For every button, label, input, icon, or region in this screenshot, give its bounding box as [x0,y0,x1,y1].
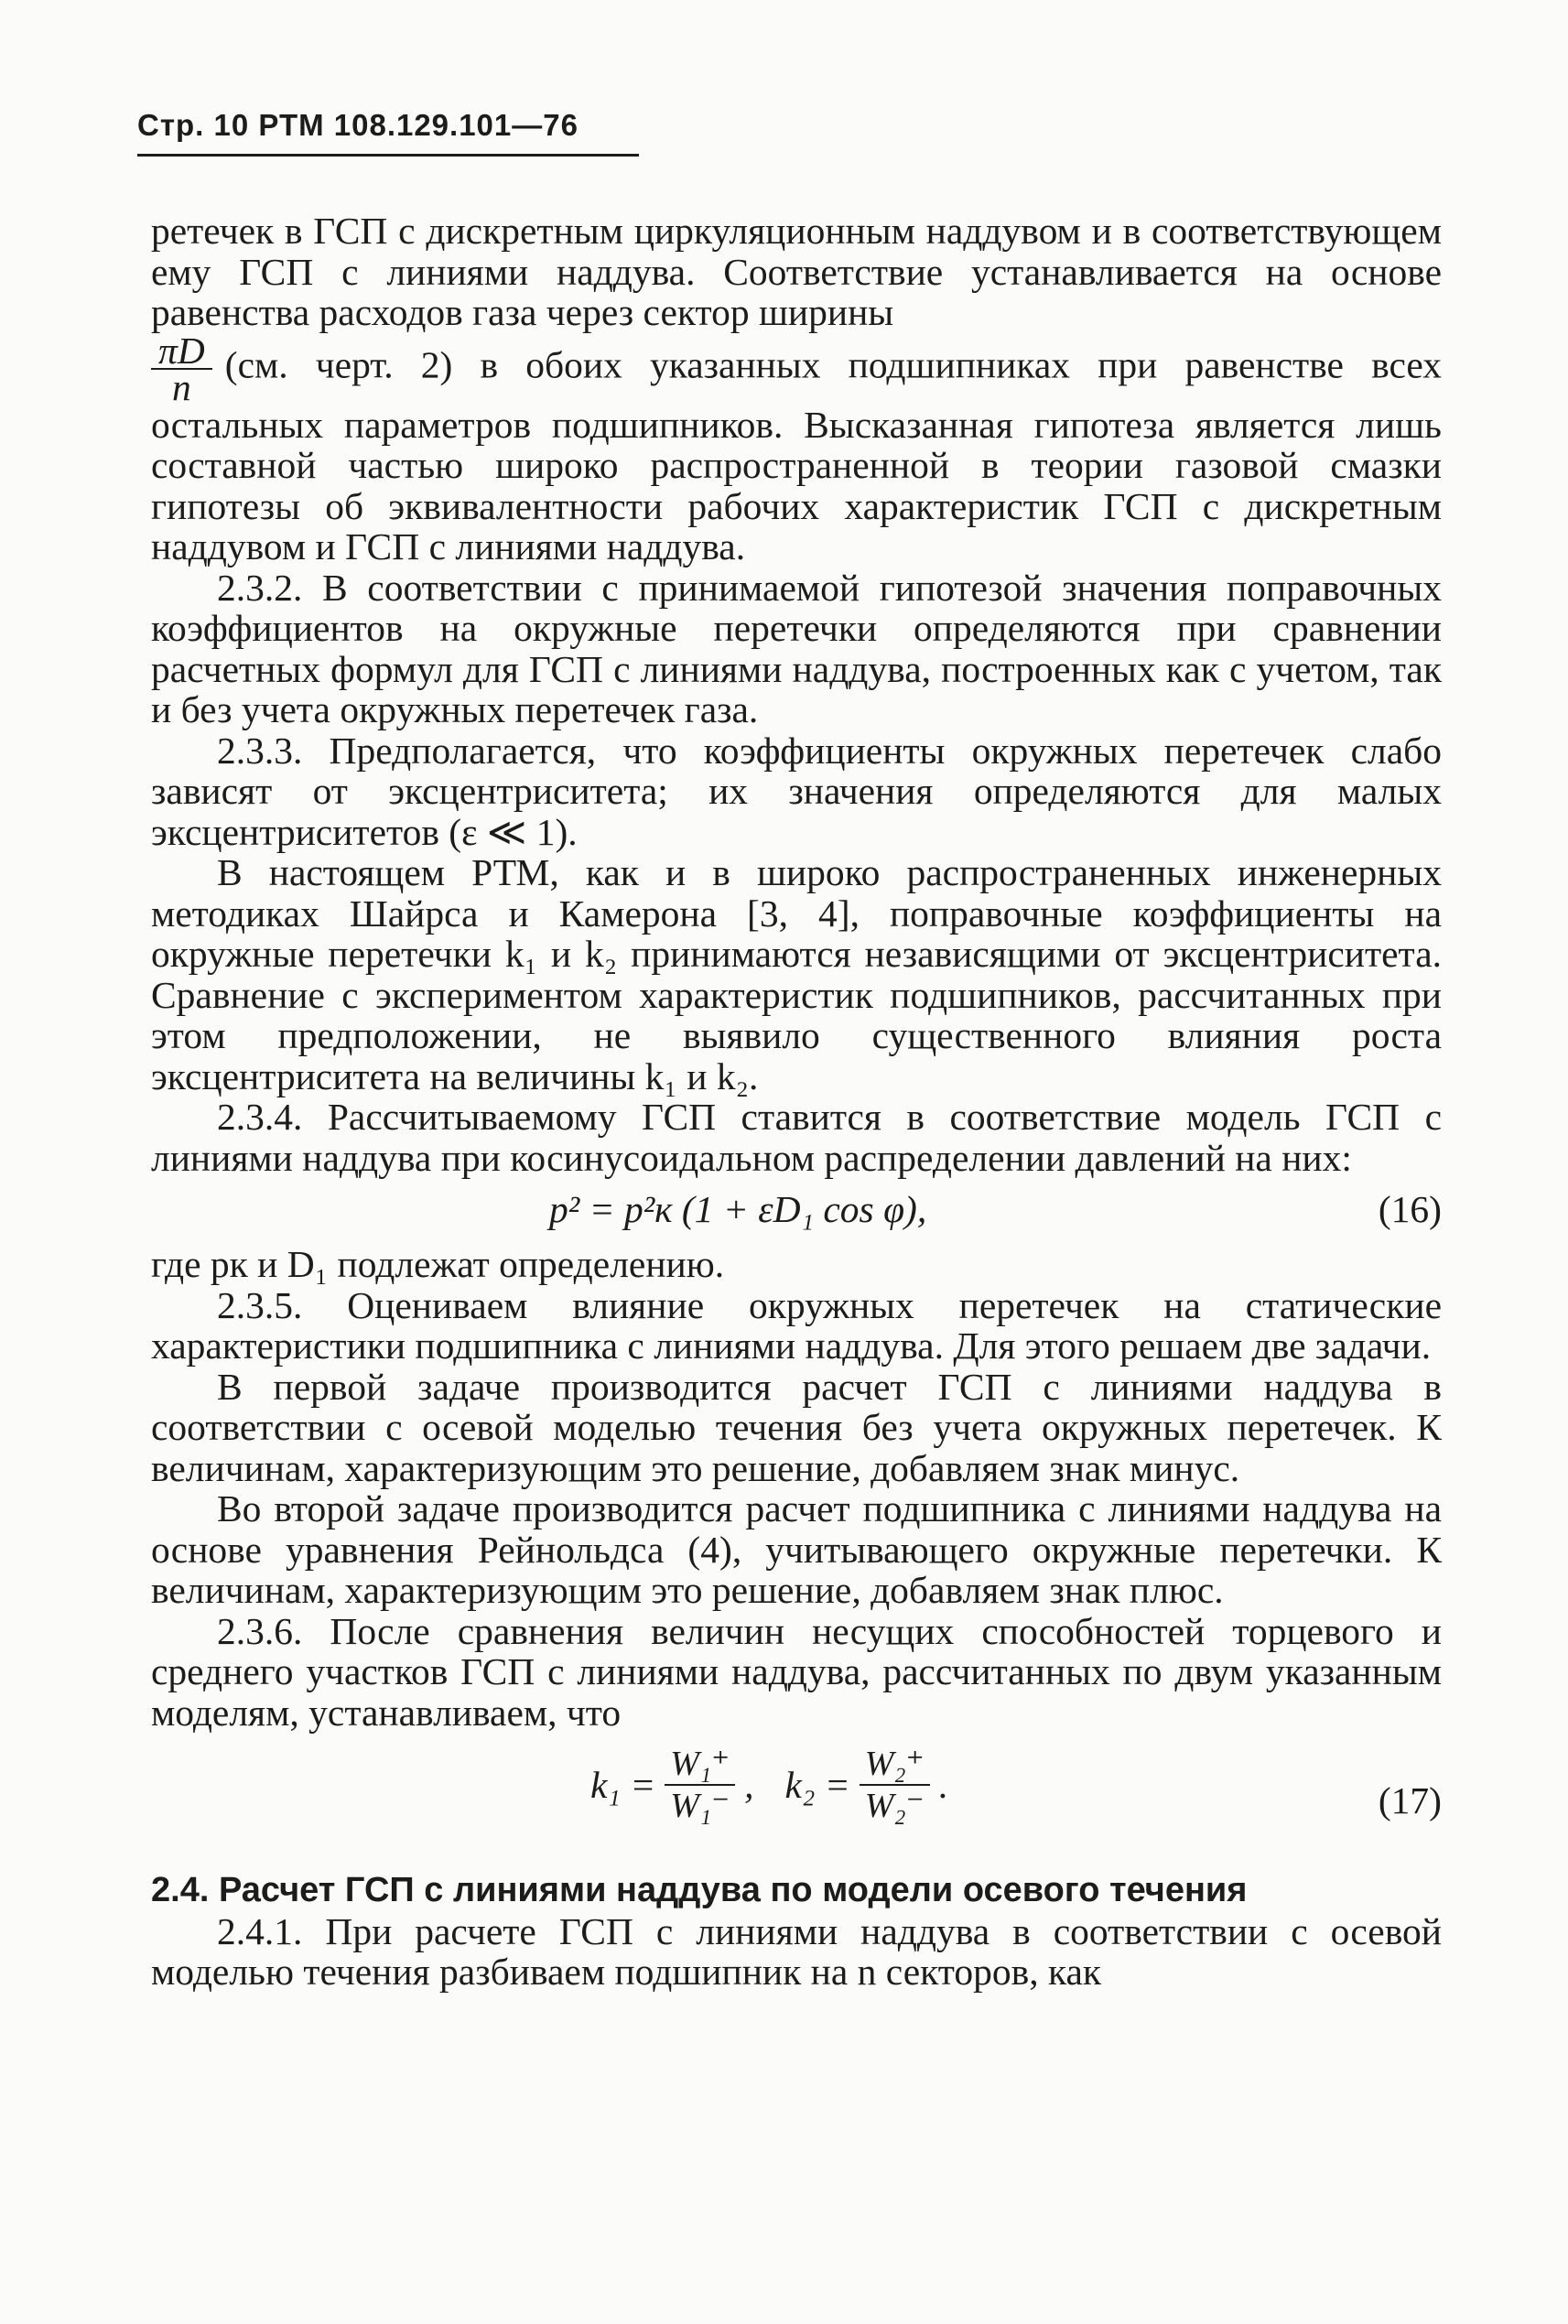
paragraph-2-3-2: 2.3.2. В соответствии с принимаемой гипотезой значения поправочных коэффициентов на окружные перетечки определяются при сравнении расчетных формул для ГСП с линиями наддува, построенных как с учетом, так и без учета окружных перетечек газа. [151,566,1442,730]
paragraph-2-text: (см. черт. 2) в обоих указанных подшипниках при равенстве всех остальных параметров подшипников. Высказанная гипотеза является лишь составной частью широко распространенной в теории газовой смазки гипотезы об эквивалентности рабочих характеристик ГСП с дискретным наддувом и ГСП с линиями наддува. [151,343,1442,567]
paragraph-2-3-3: 2.3.3. Предполагается, что коэффициенты окружных перетечек слабо зависят от эксцентриситета; их значения определяются для малых эксцентриситетов (ε ≪ 1). [151,729,1442,853]
k1-label: k₁ = [590,1763,656,1806]
paragraph-2-4-1: 2.4.1. При расчете ГСП с линиями наддува в соответствии с осевой моделью течения разбиваем подшипник на n секторов, как [151,1909,1442,1993]
inline-fraction [151,329,212,408]
paragraph-2 [151,329,1442,567]
paragraph-2-3-6: 2.3.6. После сравнения величин несущих способностей торцевого и среднего участков ГСП с линиями наддува, рассчитанных по двум указанным моделям, устанавливаем, что [151,1609,1442,1734]
paragraph-task-1: В первой задаче производится расчет ГСП с линиями наддува в соответствии с осевой моделью течения без учета окружных перетечек. К величинам, характеризующим это решение, добавляем знак минус. [151,1365,1442,1489]
body-text [151,211,1442,1993]
paragraph-task-2: Во второй задаче производится расчет подшипника с линиями наддува на основе уравнения Рейнольдса (4), учитывающего окружные перетечки. К величинам, характеризующим это решение, добавляем знак плюс. [151,1487,1442,1611]
paragraph-where: где pк и D₁ подлежат определению. [151,1243,725,1285]
section-heading: 2.4. Расчет ГСП с линиями наддува по модели осевого течения [151,1871,1248,1909]
w1-plus: W₁⁺ [665,1744,735,1786]
paragraph-rtm: В настоящем РТМ, как и в широко распространенных инженерных методиках Шайрса и Камерона [3, 4], поправочные коэффициенты на окружные перетечки k₁ и k₂ принимаются независящими от эксцентриситета. Сравнение с экспериментом характеристик подшипников, рассчитанных при этом предположении, не выявило существенного влияния роста эксцентриситета на величины k₁ и k₂. [151,851,1442,1097]
formula-17-expression [590,1744,948,1826]
page-header: Стр. 10 РТМ 108.129.101—76 [137,108,579,142]
k1-fraction [665,1744,735,1826]
formula-16-expression: p² = p²к (1 + εD₁ cos φ), [549,1188,927,1230]
paragraph-1: ретечек в ГСП с дискретным циркуляционным наддувом и в соответствующем ему ГСП с линиями наддува. Соответствие устанавливается на основе равенства расходов газа через сектор ширины [151,210,1442,333]
formula-16 [151,1178,1442,1244]
formula-17-end: . [938,1763,949,1806]
formula-17 [151,1733,1442,1870]
formula-17-number: (17) [1378,1779,1442,1821]
paragraph-2-3-4: 2.3.4. Рассчитываемому ГСП ставится в соответствие модель ГСП с линиями наддува при косинусоидальном распределении давлений на них: [151,1096,1442,1179]
formula-16-number: (16) [1378,1188,1442,1230]
k2-label: k₂ = [784,1763,850,1806]
w2-plus: W₂⁺ [860,1744,930,1786]
k2-fraction [860,1744,930,1826]
header-rule [137,154,639,157]
w1-minus: W₁⁻ [670,1787,730,1825]
paragraph-2-3-5: 2.3.5. Оцениваем влияние окружных перетечек на статические характеристики подшипника с линиями наддува. Для этого решаем две задачи. [151,1283,1442,1367]
w2-minus: W₂⁻ [864,1787,925,1825]
fraction-denominator: n [172,365,191,408]
formula-17-separator: , [744,1763,754,1806]
fraction-numerator: πD [151,333,212,370]
